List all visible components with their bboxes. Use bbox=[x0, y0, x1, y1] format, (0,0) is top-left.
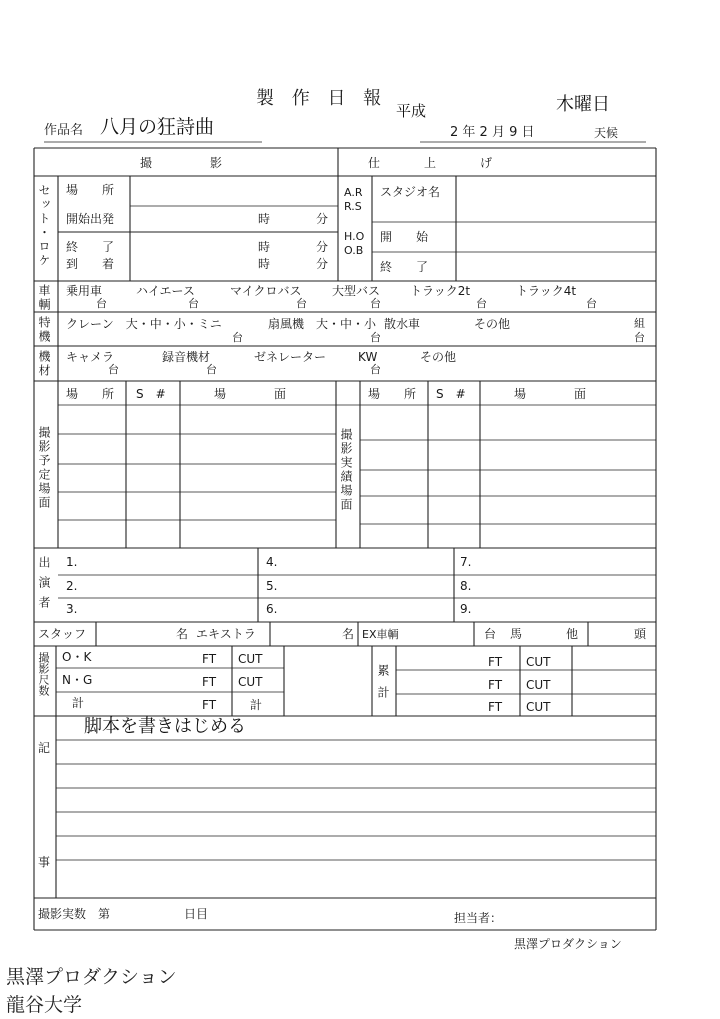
planned-s-header: S # bbox=[136, 387, 166, 401]
cumulative-side: 累計 bbox=[376, 664, 390, 708]
cast-8: 8. bbox=[460, 579, 472, 593]
equipment-other-label: その他 bbox=[420, 350, 457, 364]
vehicle-microbus: マイクロバス bbox=[230, 284, 302, 298]
ng-ft: FT bbox=[202, 675, 217, 689]
unit-truck4t: 台 bbox=[586, 297, 597, 310]
camera-unit: 台 bbox=[108, 363, 119, 376]
vehicle-sedan: 乗用車 bbox=[66, 284, 103, 298]
shoot-header: 撮 影 bbox=[140, 156, 225, 170]
vehicle-bus: 大型バス bbox=[332, 284, 381, 298]
planned-side: 撮影予定場面 bbox=[37, 426, 51, 510]
ok-ft: FT bbox=[202, 652, 217, 666]
arrive-minute: 分 bbox=[316, 257, 329, 271]
special-other-label: その他 bbox=[474, 317, 511, 331]
cast-1: 1. bbox=[66, 555, 78, 569]
unit-microbus: 台 bbox=[296, 297, 307, 310]
crane-unit: 台 bbox=[232, 331, 243, 344]
special-other-unit: 台 bbox=[634, 331, 645, 344]
set-loca-side: セット・ロケ bbox=[37, 184, 51, 268]
actual-scene-header: 場 面 bbox=[514, 387, 587, 401]
ho-ob-label: H.O O.B bbox=[344, 230, 365, 257]
cast-side: 出演者 bbox=[37, 556, 51, 616]
crane-label: クレーン 大・中・小・ミニ bbox=[66, 317, 222, 331]
arrive-label: 到 着 bbox=[66, 257, 115, 271]
recorder-unit: 台 bbox=[206, 363, 217, 376]
cum-ft-3: FT bbox=[488, 700, 503, 714]
ng-label: N・G bbox=[62, 673, 93, 687]
days-unit: 日目 bbox=[184, 907, 209, 921]
finish-header: 仕 上 げ bbox=[368, 156, 495, 170]
vehicle-truck2t: トラック2t bbox=[410, 284, 471, 298]
cast-4: 4. bbox=[266, 555, 278, 569]
generator-label: ゼネレーター bbox=[254, 350, 327, 364]
end-hour: 時 bbox=[258, 240, 271, 254]
finish-start-label: 開 始 bbox=[380, 230, 429, 244]
extra-name-unit: 名 bbox=[342, 627, 355, 641]
depart-hour: 時 bbox=[258, 212, 271, 226]
cast-6: 6. bbox=[266, 602, 278, 616]
vehicle-truck4t: トラック4t bbox=[516, 284, 577, 298]
kw-unit: 台 bbox=[370, 363, 381, 376]
vehicles-side: 車輌 bbox=[37, 284, 51, 312]
vehicle-unit: 台 bbox=[484, 627, 497, 641]
head-unit: 頭 bbox=[634, 627, 647, 641]
depart-label: 開始出発 bbox=[66, 212, 115, 226]
unit-bus: 台 bbox=[370, 297, 381, 310]
weather-label: 天候 bbox=[594, 126, 619, 140]
notes-side-top: 記 bbox=[38, 741, 51, 755]
cast-7: 7. bbox=[460, 555, 472, 569]
special-group-unit: 組 bbox=[634, 317, 645, 330]
fan-label: 扇風機 大・中・小 bbox=[268, 317, 377, 331]
footage-side: 撮影尺数 bbox=[37, 652, 50, 696]
special-side: 特機 bbox=[37, 316, 51, 344]
notes-side-bottom: 事 bbox=[38, 855, 51, 869]
watermark-line1: 黒澤プロダクション bbox=[6, 966, 177, 988]
total-ft: FT bbox=[202, 698, 217, 712]
end-label: 終 了 bbox=[66, 240, 115, 254]
total-label: 計 bbox=[72, 696, 85, 710]
cum-ft-2: FT bbox=[488, 678, 503, 692]
planned-scene-header: 場 面 bbox=[214, 387, 287, 401]
work-name: 八月の狂詩曲 bbox=[100, 116, 215, 138]
sprinkler-label: 散水車 bbox=[384, 317, 421, 331]
unit-truck2t: 台 bbox=[476, 297, 487, 310]
arrive-hour: 時 bbox=[258, 257, 271, 271]
actual-side: 撮影実績場面 bbox=[339, 428, 353, 512]
cum-cut-1: CUT bbox=[526, 655, 551, 669]
weekday: 木曜日 bbox=[556, 94, 610, 115]
work-label: 作品名 bbox=[44, 123, 84, 138]
ex-vehicle-label: EX車輌 bbox=[362, 628, 399, 641]
person-label: 担当者： bbox=[454, 911, 503, 925]
staff-name-unit: 名 bbox=[176, 627, 189, 641]
cast-3: 3. bbox=[66, 602, 78, 616]
recorder-label: 録音機材 bbox=[162, 350, 211, 364]
planned-place-header: 場 所 bbox=[66, 387, 115, 401]
other-label: 他 bbox=[566, 627, 579, 641]
kw-label: KW bbox=[358, 350, 378, 364]
cast-2: 2. bbox=[66, 579, 78, 593]
cum-cut-2: CUT bbox=[526, 678, 551, 692]
notes-text: 脚本を書きはじめる bbox=[84, 716, 246, 737]
unit-sedan: 台 bbox=[96, 297, 107, 310]
cast-9: 9. bbox=[460, 602, 472, 616]
depart-minute: 分 bbox=[316, 212, 329, 226]
actual-s-header: S # bbox=[436, 387, 466, 401]
ok-cut: CUT bbox=[238, 652, 263, 666]
ok-label: O・K bbox=[62, 650, 92, 664]
form-title: 製 作 日 報 bbox=[256, 88, 388, 109]
place-label: 場 所 bbox=[66, 183, 115, 197]
ar-rs-label: A.R R.S bbox=[344, 186, 363, 213]
watermark-line2: 龍谷大学 bbox=[6, 994, 83, 1016]
company-name: 黒澤プロダクション bbox=[514, 937, 622, 951]
staff-label: スタッフ bbox=[38, 627, 87, 641]
finish-end-label: 終 了 bbox=[380, 260, 429, 274]
ng-cut: CUT bbox=[238, 675, 263, 689]
era-label: 平成 bbox=[396, 102, 427, 120]
cum-ft-1: FT bbox=[488, 655, 503, 669]
cum-cut-3: CUT bbox=[526, 700, 551, 714]
unit-hiace: 台 bbox=[188, 297, 199, 310]
camera-label: キャメラ bbox=[66, 350, 115, 364]
fan-unit: 台 bbox=[370, 331, 381, 344]
vehicle-hiace: ハイエース bbox=[136, 284, 195, 298]
date-text: 2 年 2 月 9 日 bbox=[450, 125, 535, 140]
days-label: 撮影実数 第 bbox=[38, 907, 111, 921]
end-minute: 分 bbox=[316, 240, 329, 254]
total-kei: 計 bbox=[250, 698, 263, 712]
studio-label: スタジオ名 bbox=[380, 185, 441, 199]
actual-place-header: 場 所 bbox=[368, 387, 417, 401]
cast-5: 5. bbox=[266, 579, 278, 593]
equipment-side: 機材 bbox=[37, 350, 51, 378]
horse-label: 馬 bbox=[510, 627, 523, 641]
extra-label: エキストラ bbox=[196, 627, 256, 641]
